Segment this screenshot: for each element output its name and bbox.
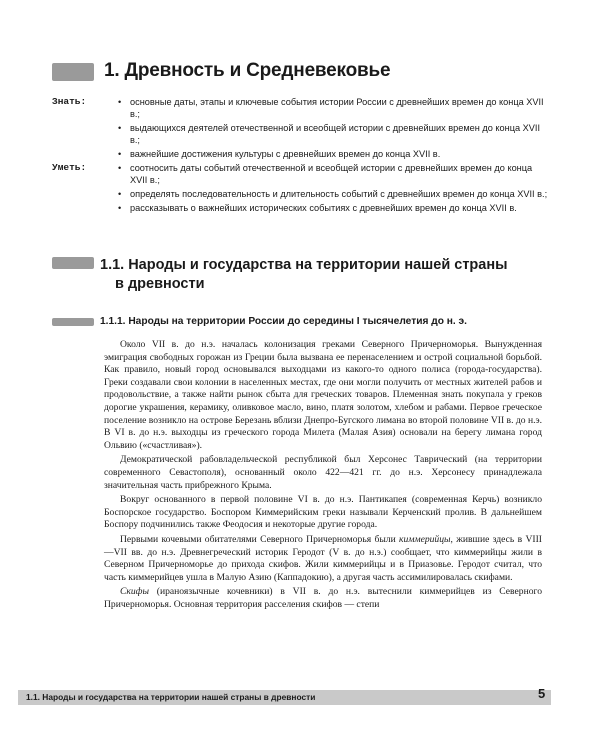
can-label: Уметь: <box>52 162 87 173</box>
section-title-line1: 1.1. Народы и государства на территории нашей страны <box>100 257 508 273</box>
page-number: 5 <box>538 686 546 701</box>
section-title-bar <box>52 257 94 269</box>
paragraph: Демократической рабовладельческой республикой был Херсонес Таврический (на территории современного Севастополя), основанный около 422—421 гг. до н.э. Херсонесу принадлежала значительная часть прибрежного Крыма. <box>104 454 542 491</box>
section-title-line2: в древности <box>115 276 205 292</box>
list-item: • важнейшие достижения культуры с древнейших времен до конца XVII в. <box>116 148 552 160</box>
list-item: • основные даты, этапы и ключевые события истории России с древнейших времен до конца XVII в.; <box>116 96 552 120</box>
subsection-title-bar <box>52 318 94 326</box>
know-label: Знать: <box>52 96 87 107</box>
know-list <box>116 96 552 162</box>
paragraph <box>104 586 542 611</box>
list-item: • выдающихся деятелей отечественной и всеобщей истории с древнейших времен до конца XVII в.; <box>116 122 552 146</box>
paragraph-text: (ираноязычные кочевники) в VII в. до н.э. вытеснили киммерийцев из Северного Причерноморья. Основная территория расселения скифов — степи <box>104 586 542 610</box>
list-item: • соотносить даты событий отечественной и всеобщей истории с древнейших времен до конца XVII в.; <box>116 162 552 186</box>
can-list <box>116 162 552 216</box>
running-footer: 1.1. Народы и государства на территории нашей страны в древности <box>18 690 551 705</box>
list-item: • определять последовательность и длительность событий с древнейших времен до конца XVII в.; <box>116 188 552 200</box>
subsection-title: 1.1.1. Народы на территории России до середины I тысячелетия до н. э. <box>100 316 468 327</box>
body-text <box>104 339 542 613</box>
can-group <box>52 162 552 216</box>
paragraph <box>104 534 542 584</box>
term-scythians: Скифы <box>120 586 149 598</box>
paragraph: Вокруг основанного в первой половине VI в. до н.э. Пантикапея (современная Керчь) возникло Боспорское государство. Боспором Киммерийским греки называли Керченский пролив. В дальнейшем Боспору подчинились также Феодосия и некоторые другие города. <box>104 494 542 531</box>
chapter-title-bar <box>52 63 94 81</box>
chapter-title: 1. Древность и Средневековье <box>104 60 391 81</box>
paragraph-text: Первыми кочевыми обитателями Северного Причерноморья были <box>120 533 400 545</box>
term-kimmerians: киммерийцы <box>399 533 451 545</box>
learning-objectives <box>52 96 552 216</box>
list-item: • рассказывать о важнейших исторических событиях с древнейших времен до конца XVII в. <box>116 202 552 214</box>
paragraph-text: , жившие здесь в VIII—VII вв. до н.э. Древнегреческий историк Геродот (V в. до н.э.) сообщает, что киммерийцы жили в Северном Причерноморье до прихода скифов. Жили киммерийцы и в Приазовье. Геродот считал, что часть киммерийцев ушла в Малую Азию (Каппадокию), а другая часть ассимилировалась скифами. <box>104 533 542 583</box>
section-title <box>100 256 520 294</box>
paragraph: Около VII в. до н.э. началась колонизация греками Северного Причерноморья. Вынужденная эмиграция свободных горожан из Греции была вызвана ее перенаселением и острой социальной борьбой. Как правило, новый город основывался выходцами из какого-то одного полиса (города-государства). Греки создавали свои колонии в населенных местах, где они могли получить от местных жителей рабов и продовольствие, а также найти рынок сбыта для греческих товаров. Племенная знать покупала у греков дорогие украшения, керамику, оливковое масло, вино, платя золотом, хлебом и рабами. Первое греческое поселение возникло на острове Березань вблизи Днепро-Бугского лимана во второй половине VII в. до н.э. В VI в. до н.э. выходцы из греческого города Милета (Малая Азия) основали на берегу лимана город Ольвию («счастливая»). <box>104 339 542 451</box>
know-group <box>52 96 552 162</box>
